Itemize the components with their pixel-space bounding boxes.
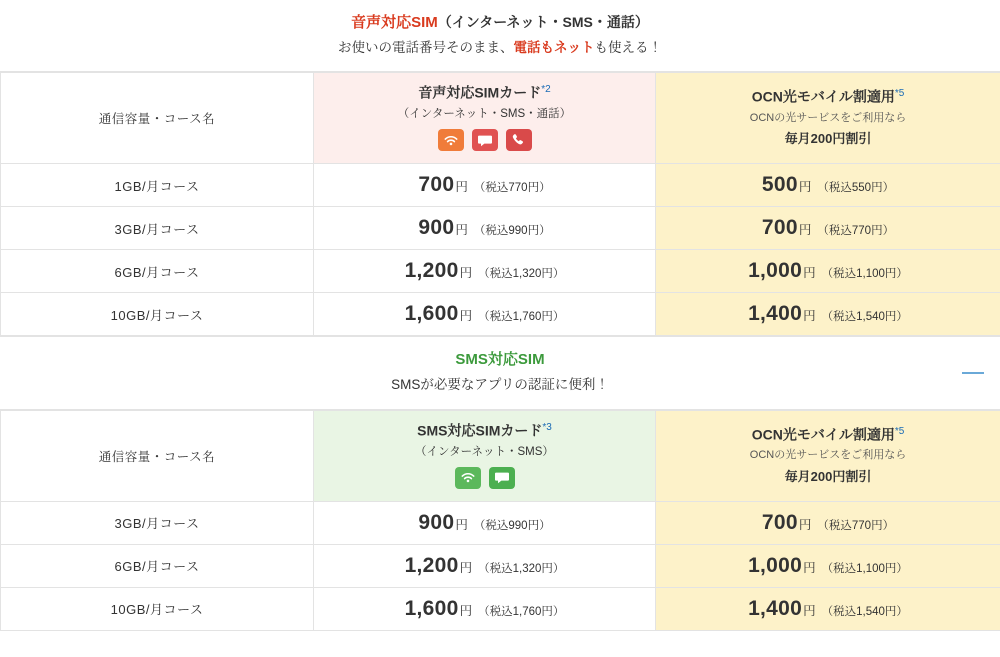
wifi-icon <box>455 467 481 489</box>
column-header-title <box>662 425 994 445</box>
price-unit: 円 <box>459 603 473 618</box>
price-tax-included: （税込770円） <box>817 519 895 532</box>
table-header-row <box>1 410 1000 501</box>
price-tax-included: （税込1,100円） <box>821 268 908 281</box>
price-amount: 900 <box>418 216 455 240</box>
price-discount <box>656 587 1000 630</box>
section-subtitle-accent: 電話もネット <box>513 39 595 55</box>
price-tax-included: （税込1,320円） <box>478 562 565 575</box>
course-name: 6GB/月コース <box>1 250 314 293</box>
table-row <box>1 587 1000 630</box>
price-unit: 円 <box>798 223 812 238</box>
column-header-sms-discount <box>656 410 1000 501</box>
table-header-row <box>1 73 1000 164</box>
column-header-discount-amount: 毎月200円割引 <box>784 468 872 484</box>
price-unit: 円 <box>455 180 468 195</box>
price-unit: 円 <box>798 180 812 195</box>
price-tax-included: （税込990円） <box>473 519 551 532</box>
section-subtitle-pre: お使いの電話番号そのまま、 <box>338 39 514 55</box>
price-discount <box>656 250 1000 293</box>
price-card <box>314 501 656 544</box>
price-card <box>314 207 656 250</box>
price-card <box>314 587 656 630</box>
footnote-ref[interactable]: *2 <box>541 84 551 96</box>
course-name: 3GB/月コース <box>1 207 314 250</box>
column-header-title-text: 音声対応SIMカード <box>418 84 542 101</box>
price-discount <box>656 207 1000 250</box>
section-title-voice <box>0 12 1000 35</box>
feature-icon-row <box>320 467 649 489</box>
price-unit: 円 <box>803 603 816 618</box>
price-tax-included: （税込1,760円） <box>478 311 565 324</box>
price-unit: 円 <box>455 517 468 532</box>
price-unit: 円 <box>798 517 812 532</box>
price-discount <box>656 501 1000 544</box>
table-row <box>1 293 1000 336</box>
column-header-title <box>662 87 994 107</box>
price-amount: 1,200 <box>404 553 459 577</box>
course-name: 6GB/月コース <box>1 544 314 587</box>
price-unit: 円 <box>803 266 816 281</box>
section-subtitle-voice <box>0 37 1000 59</box>
section-subtitle-sms <box>0 374 1000 396</box>
column-header-subtitle: （インターネット・SMS） <box>415 445 554 458</box>
price-unit: 円 <box>459 309 473 324</box>
column-header-voice-discount <box>656 73 1000 164</box>
price-unit: 円 <box>455 223 468 238</box>
feature-icon-row <box>320 129 649 151</box>
price-amount: 1,600 <box>404 596 459 620</box>
price-discount <box>656 293 1000 336</box>
price-amount: 700 <box>761 510 798 534</box>
price-amount: 1,400 <box>748 302 803 326</box>
column-header-title <box>320 83 649 103</box>
pricing-table-voice <box>0 72 1000 336</box>
price-amount: 1,000 <box>748 259 803 283</box>
price-amount: 500 <box>761 173 798 197</box>
price-card <box>314 250 656 293</box>
price-amount: 700 <box>761 216 798 240</box>
footnote-ref[interactable]: *5 <box>894 425 905 437</box>
section-title-accent: SMS対応SIM <box>455 351 545 369</box>
table-row <box>1 164 1000 207</box>
wifi-icon <box>438 129 464 151</box>
price-tax-included: （税込1,320円） <box>478 268 565 281</box>
section-title-sms <box>0 349 1000 372</box>
column-header-discount-amount: 毎月200円割引 <box>784 131 872 147</box>
course-name: 10GB/月コース <box>1 587 314 630</box>
section-subtitle-pre: SMSが必要なアプリの認証に便利！ <box>391 376 609 392</box>
sms-icon <box>472 129 498 151</box>
pricing-table-sms <box>0 410 1000 631</box>
section-header-sms <box>0 336 1000 409</box>
price-tax-included: （税込550円） <box>817 182 895 195</box>
price-tax-included: （税込1,540円） <box>821 605 908 618</box>
course-name: 10GB/月コース <box>1 293 314 336</box>
price-amount: 1,600 <box>404 302 459 326</box>
price-amount: 1,000 <box>748 553 803 577</box>
table-row <box>1 250 1000 293</box>
price-card <box>314 164 656 207</box>
price-tax-included: （税込1,100円） <box>821 562 908 575</box>
price-amount: 900 <box>418 510 455 534</box>
section-subtitle-post: も使える！ <box>594 39 662 55</box>
phone-icon <box>506 129 532 151</box>
price-unit: 円 <box>459 266 473 281</box>
column-header-title-text: SMS対応SIMカード <box>417 422 543 439</box>
price-amount: 1,200 <box>404 259 459 283</box>
price-tax-included: （税込1,760円） <box>478 605 565 618</box>
price-tax-included: （税込990円） <box>473 225 551 238</box>
column-header-title-text: OCN光モバイル割適用 <box>751 89 895 106</box>
price-amount: 1,400 <box>748 596 803 620</box>
column-header-title-text: OCN光モバイル割適用 <box>751 426 895 443</box>
column-header-subtitle: OCNの光サービスをご利用なら <box>749 449 907 462</box>
price-card <box>314 293 656 336</box>
price-discount <box>656 164 1000 207</box>
course-name: 3GB/月コース <box>1 501 314 544</box>
column-header-subtitle: OCNの光サービスをご利用なら <box>749 111 907 124</box>
price-unit: 円 <box>803 309 816 324</box>
column-header-voice-card <box>314 73 656 164</box>
price-tax-included: （税込770円） <box>473 182 551 195</box>
price-tax-included: （税込1,540円） <box>821 311 908 324</box>
table-row <box>1 207 1000 250</box>
footnote-ref[interactable]: *3 <box>542 421 552 433</box>
price-tax-included: （税込770円） <box>817 225 895 238</box>
footnote-ref[interactable]: *5 <box>894 88 905 100</box>
price-card <box>314 544 656 587</box>
sms-icon <box>489 467 515 489</box>
price-discount <box>656 544 1000 587</box>
section-title-accent: 音声対応SIM <box>351 14 438 31</box>
price-unit: 円 <box>803 560 816 575</box>
course-name: 1GB/月コース <box>1 164 314 207</box>
table-row <box>1 544 1000 587</box>
column-header-course: 通信容量・コース名 <box>1 410 314 501</box>
column-header-course: 通信容量・コース名 <box>1 73 314 164</box>
table-row <box>1 501 1000 544</box>
minus-icon <box>962 372 984 374</box>
collapse-toggle-icon[interactable] <box>962 362 984 384</box>
column-header-title <box>320 421 649 441</box>
column-header-sms-card <box>314 410 656 501</box>
price-unit: 円 <box>459 560 473 575</box>
section-title-plain: （インターネット・SMS・通話） <box>437 14 649 30</box>
price-amount: 700 <box>418 173 455 197</box>
section-header-voice <box>0 0 1000 72</box>
column-header-subtitle: （インターネット・SMS・通話） <box>397 108 572 121</box>
